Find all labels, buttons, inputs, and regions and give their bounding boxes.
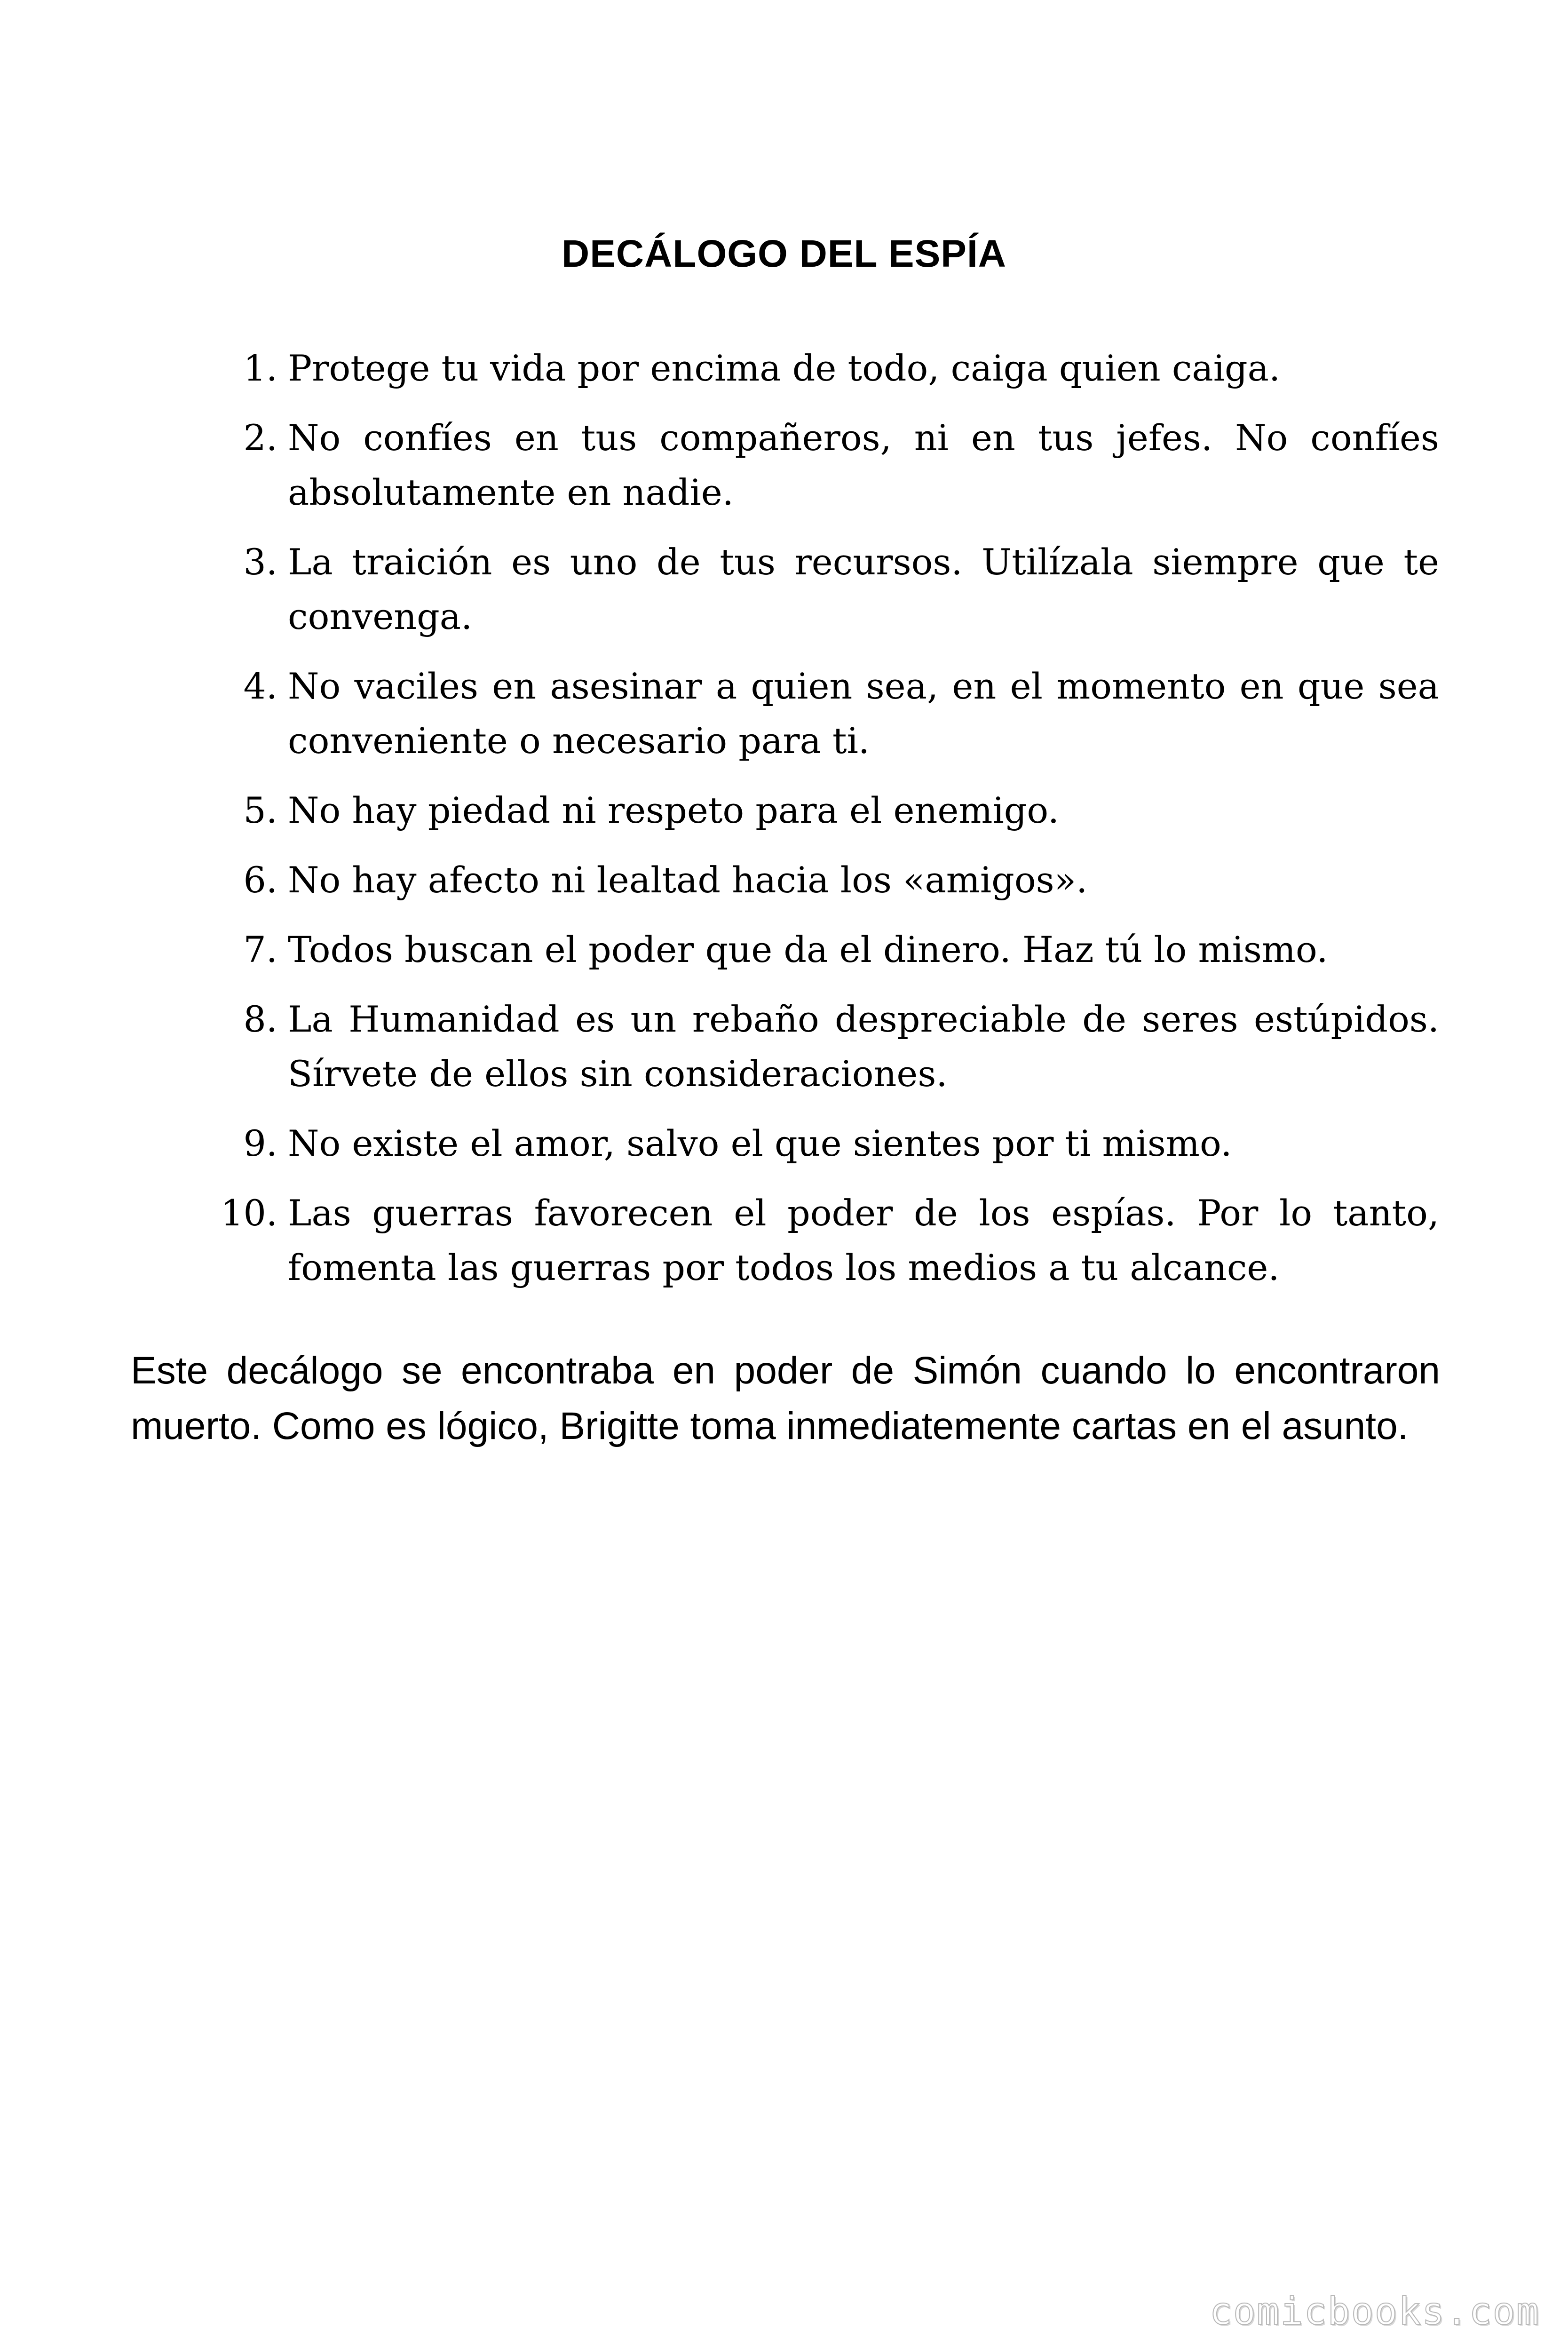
list-item xyxy=(198,1186,1439,1295)
list-item xyxy=(198,659,1439,768)
item-number: 3. xyxy=(243,541,277,583)
item-number: 8. xyxy=(243,998,277,1040)
list-item xyxy=(198,535,1439,644)
item-text: No vaciles en asesinar a quien sea, en el momento en que sea conveniente o necesario para ti. xyxy=(288,665,1439,762)
page-title: DECÁLOGO DEL ESPÍA xyxy=(562,232,1006,275)
item-text: Las guerras favorecen el poder de los espías. Por lo tanto, fomenta las guerras por todos los medios a tu alcance. xyxy=(288,1192,1439,1288)
list-item xyxy=(198,992,1439,1101)
item-text: No hay piedad ni respeto para el enemigo. xyxy=(288,789,1059,831)
item-number: 4. xyxy=(243,665,277,707)
item-number: 6. xyxy=(243,859,277,901)
item-text: La Humanidad es un rebaño despreciable de seres estúpidos. Sírvete de ellos sin consideraciones. xyxy=(288,998,1439,1095)
item-number: 10. xyxy=(221,1192,277,1234)
list-item xyxy=(198,341,1439,396)
item-text: No hay afecto ni lealtad hacia los «amigos». xyxy=(288,859,1088,901)
decalogue-list xyxy=(198,341,1439,1310)
item-text: La traición es uno de tus recursos. Utilízala siempre que te convenga. xyxy=(288,541,1439,637)
item-number: 7. xyxy=(243,929,277,970)
list-item xyxy=(198,1116,1439,1171)
watermark-logo: comicbooks.com xyxy=(1209,2289,1540,2333)
item-text: No existe el amor, salvo el que sientes por ti mismo. xyxy=(288,1122,1232,1164)
closing-note: Este decálogo se encontraba en poder de Simón cuando lo encontraron muerto. Como es lógico, Brigitte toma inmediatemente cartas en el asunto. xyxy=(131,1349,1440,1447)
list-item xyxy=(198,783,1439,838)
item-number: 2. xyxy=(243,417,277,459)
item-number: 5. xyxy=(243,789,277,831)
item-text: Protege tu vida por encima de todo, caiga quien caiga. xyxy=(288,347,1281,389)
item-text: No confíes en tus compañeros, ni en tus jefes. No confíes absolutamente en nadie. xyxy=(288,417,1439,513)
item-number: 1. xyxy=(243,347,277,389)
list-item xyxy=(198,411,1439,520)
list-item xyxy=(198,853,1439,907)
item-text: Todos buscan el poder que da el dinero. Haz tú lo mismo. xyxy=(288,929,1328,970)
item-number: 9. xyxy=(243,1122,277,1164)
list-item xyxy=(198,922,1439,977)
